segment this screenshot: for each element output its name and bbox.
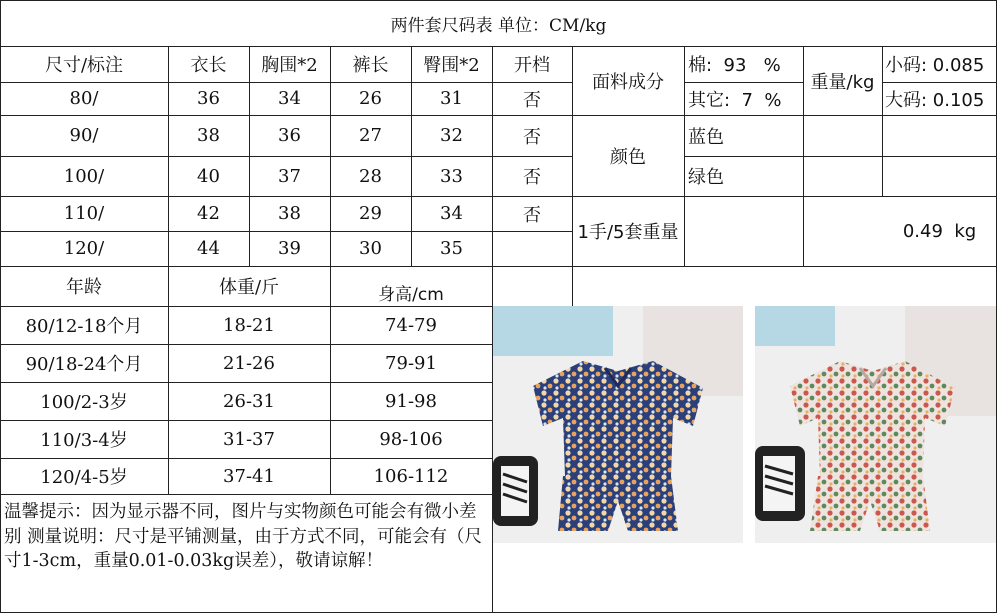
- table-cell: 120/4-5岁: [40, 467, 128, 488]
- header-open-crotch: 开档: [514, 55, 550, 76]
- table-cell: 80/12-18个月: [25, 316, 143, 337]
- page-title: 两件套尺码表 单位：CM/kg: [390, 15, 607, 36]
- warm-tip-note: 温馨提示：因为显示器不同，图片与实物颜色可能会有微小差别 测量说明：尺寸是平铺测量，由于方式不同，可能会有（尺寸1-3cm，重量0.01-0.03kg误差），敬请谅解！: [4, 502, 483, 571]
- table-cell: 否: [523, 204, 541, 226]
- header-weight: 体重/斤: [218, 277, 280, 298]
- table-cell: 79-91: [385, 352, 437, 374]
- set-weight-value: 0.49 kg: [902, 220, 977, 242]
- table-cell: 否: [523, 167, 541, 188]
- table-cell: 18-21: [223, 314, 275, 336]
- color-green: 绿色: [688, 167, 724, 188]
- table-cell: 30: [359, 238, 382, 259]
- table-cell: 否: [523, 126, 541, 148]
- table-cell: 33: [440, 165, 463, 187]
- table-cell: 90/18-24个月: [25, 354, 143, 375]
- table-cell: 31-37: [223, 428, 275, 450]
- table-cell: 31: [440, 88, 463, 109]
- table-cell: 100/: [63, 165, 105, 187]
- table-cell: 100/2-3岁: [40, 392, 128, 413]
- table-cell: 36: [278, 125, 301, 146]
- header-hip: 臀围*2: [423, 55, 480, 76]
- table-cell: 34: [440, 203, 463, 224]
- table-cell: 26: [359, 88, 382, 109]
- header-length: 衣长: [190, 55, 227, 76]
- table-cell: 90/: [69, 125, 99, 146]
- table-cell: 36: [197, 88, 220, 109]
- table-cell: 否: [523, 89, 541, 111]
- table-cell: 110/3-4岁: [40, 430, 128, 451]
- table-cell: 120/: [63, 238, 105, 259]
- product-photo-blue: [493, 306, 743, 543]
- table-cell: 29: [359, 203, 382, 224]
- table-cell: 28: [359, 165, 382, 187]
- table-cell: 42: [197, 203, 220, 224]
- header-age: 年龄: [66, 277, 102, 298]
- color-label: 颜色: [610, 146, 646, 168]
- table-cell: 37: [278, 165, 301, 187]
- table-cell: 106-112: [373, 465, 449, 487]
- table-cell: 35: [440, 238, 463, 259]
- table-cell: 110/: [63, 203, 105, 224]
- cotton-value: 棉: 93 %: [688, 55, 781, 76]
- table-cell: 26-31: [223, 390, 275, 412]
- table-cell: 80/: [69, 88, 99, 109]
- table-cell: 91-98: [385, 390, 437, 412]
- table-cell: 39: [278, 238, 301, 259]
- table-cell: 38: [278, 203, 301, 224]
- fabric-label: 面料成分: [592, 71, 664, 93]
- weight-label: 重量/kg: [810, 71, 875, 93]
- table-cell: 74-79: [385, 314, 437, 336]
- color-blue: 蓝色: [688, 126, 724, 148]
- table-cell: 27: [359, 125, 382, 146]
- small-size-weight: 小码: 0.085: [885, 55, 985, 76]
- table-cell: 32: [440, 125, 463, 146]
- header-size: 尺寸/标注: [44, 55, 124, 76]
- header-chest: 胸围*2: [261, 55, 318, 76]
- header-height: 身高/cm: [378, 284, 444, 305]
- other-value: 其它: 7 %: [688, 89, 782, 111]
- table-cell: 37-41: [223, 465, 275, 487]
- table-cell: 38: [197, 125, 220, 146]
- table-cell: 21-26: [223, 352, 275, 374]
- table-cell: 34: [278, 88, 301, 109]
- header-pants-length: 裤长: [352, 55, 389, 76]
- table-cell: 98-106: [379, 428, 443, 450]
- product-photo-green: [755, 306, 996, 543]
- large-size-weight: 大码: 0.105: [885, 89, 985, 111]
- table-cell: 40: [197, 165, 220, 187]
- table-cell: [492, 231, 572, 266]
- set-weight-label: 1手/5套重量: [577, 222, 679, 243]
- table-cell: 44: [197, 238, 220, 259]
